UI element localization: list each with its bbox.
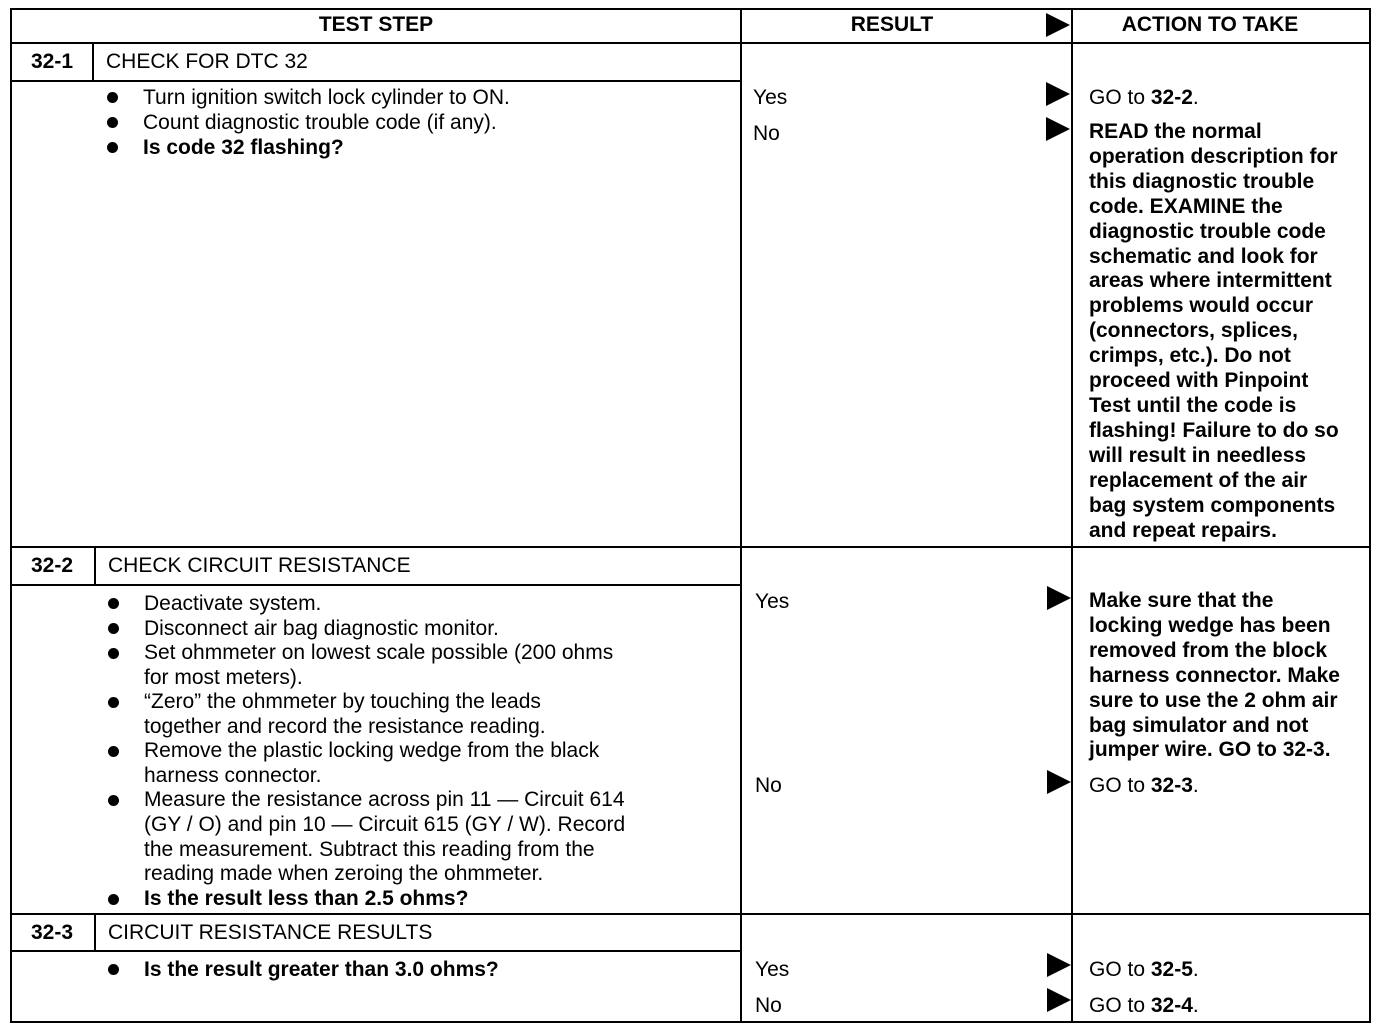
action-line: schematic and look for: [1089, 244, 1318, 268]
bullet-icon: [108, 795, 119, 806]
step-instruction-cont: reading made when zeroing the ohmmeter.: [144, 862, 544, 885]
action-line: this diagnostic trouble: [1089, 169, 1315, 193]
step-instruction-cont: for most meters).: [144, 666, 303, 689]
action-line: crimps, etc.). Do not: [1089, 344, 1291, 368]
action-no: [1089, 773, 1199, 798]
step-instruction: Disconnect air bag diagnostic monitor.: [144, 617, 499, 640]
column-divider-action: [1071, 8, 1073, 1023]
step3-title-box-bottom: [10, 950, 741, 952]
row-divider-2: [10, 913, 1371, 915]
header-test-step: TEST STEP: [318, 13, 434, 36]
step-instruction-cont: the measurement. Subtract this reading from the: [144, 838, 595, 861]
step-instruction-cont: together and record the resistance reading.: [144, 715, 546, 738]
action-suffix: .: [1192, 774, 1199, 797]
result-yes: Yes: [753, 86, 788, 109]
bullet-icon: [108, 894, 119, 905]
action-no: [1089, 120, 1339, 543]
action-line: will result in needless: [1089, 443, 1307, 467]
step-question: Is the result greater than 3.0 ohms?: [144, 958, 499, 981]
step-number: 32-1: [30, 50, 74, 73]
action-line: areas where intermittent: [1089, 269, 1332, 293]
step-instruction-cont: (GY / O) and pin 10 — Circuit 615 (GY / W). Record: [144, 813, 626, 836]
step-title: CHECK FOR DTC 32: [106, 50, 308, 73]
action-line: removed from the block: [1089, 638, 1328, 662]
step-instruction: Count diagnostic trouble code (if any).: [143, 111, 497, 134]
step3-number-divider: [94, 913, 96, 951]
action-prefix: GO to: [1089, 774, 1151, 797]
header-action: ACTION TO TAKE: [1121, 13, 1299, 36]
action-suffix: .: [1192, 86, 1199, 109]
bullet-icon: [108, 746, 119, 757]
action-line: bag simulator and not: [1089, 713, 1309, 737]
header-arrow-icon: [1046, 13, 1070, 37]
action-line: Test until the code is: [1089, 393, 1297, 417]
bullet-icon: [108, 964, 119, 975]
action-line: (connectors, splices,: [1089, 319, 1298, 343]
step-instruction: Deactivate system.: [144, 592, 322, 615]
step2-number-divider: [94, 546, 96, 585]
action-target: 32-4: [1150, 994, 1193, 1017]
row-divider-1: [10, 546, 1371, 548]
action-prefix: GO to: [1089, 994, 1151, 1017]
step-instruction: Measure the resistance across pin 11 — Circuit 614: [144, 788, 625, 811]
step-number: 32-3: [30, 921, 74, 944]
step-instruction: Turn ignition switch lock cylinder to ON.: [143, 86, 510, 109]
header-bottom-rule: [10, 42, 1371, 44]
result-arrow-icon: [1047, 953, 1071, 977]
action-line: diagnostic trouble code: [1089, 219, 1326, 243]
bullet-icon: [108, 623, 119, 634]
action-line: READ the normal: [1089, 120, 1262, 143]
action-line: locking wedge has been: [1089, 613, 1331, 637]
step-instruction-cont: harness connector.: [144, 764, 322, 787]
action-yes: [1089, 589, 1340, 763]
result-no: No: [753, 122, 780, 145]
result-yes: Yes: [755, 590, 790, 613]
action-target: 32-5: [1150, 958, 1193, 981]
action-line: flashing! Failure to do so: [1089, 418, 1339, 442]
result-arrow-icon: [1046, 117, 1070, 141]
action-line: bag system components: [1089, 493, 1336, 517]
step-title: CHECK CIRCUIT RESISTANCE: [108, 554, 411, 577]
action-line: harness connector. Make: [1089, 663, 1340, 687]
action-target: 32-3: [1150, 774, 1193, 797]
action-suffix: .: [1192, 958, 1199, 981]
step1-number-divider: [92, 42, 94, 81]
result-yes: Yes: [755, 958, 790, 981]
step-instruction: “Zero” the ohmmeter by touching the leads: [144, 690, 541, 713]
step-title: CIRCUIT RESISTANCE RESULTS: [108, 921, 433, 944]
table-border-right: [1369, 8, 1371, 1023]
result-arrow-icon: [1047, 586, 1071, 610]
bullet-icon: [107, 92, 118, 103]
action-yes: [1089, 85, 1199, 110]
action-line: code. EXAMINE the: [1089, 194, 1283, 218]
step1-title-box-bottom: [10, 80, 741, 82]
action-prefix: GO to: [1089, 86, 1151, 109]
action-line: problems would occur: [1089, 294, 1314, 318]
table-border-left: [10, 8, 12, 1023]
step-question: Is code 32 flashing?: [143, 136, 344, 159]
action-line: and repeat repairs.: [1089, 518, 1277, 542]
action-target: 32-2: [1150, 86, 1193, 109]
step2-title-box-bottom: [10, 584, 741, 586]
bullet-icon: [107, 142, 118, 153]
action-line: sure to use the 2 ohm air: [1089, 688, 1338, 712]
result-no: No: [755, 994, 782, 1017]
action-line: proceed with Pinpoint: [1089, 369, 1309, 393]
bullet-icon: [108, 648, 119, 659]
step-instruction: Set ohmmeter on lowest scale possible (200 ohms: [144, 641, 614, 664]
action-no: [1089, 993, 1199, 1018]
action-line: Make sure that the: [1089, 589, 1274, 612]
action-line: operation description for: [1089, 144, 1338, 168]
step-number: 32-2: [30, 554, 74, 577]
action-suffix: .: [1192, 994, 1199, 1017]
result-arrow-icon: [1046, 82, 1070, 106]
header-result: RESULT: [850, 13, 934, 36]
action-line: jumper wire. GO to 32-3.: [1089, 738, 1331, 762]
step-question: Is the result less than 2.5 ohms?: [144, 887, 469, 910]
result-arrow-icon: [1047, 770, 1071, 794]
result-no: No: [755, 774, 782, 797]
action-line: replacement of the air: [1089, 468, 1308, 492]
bullet-icon: [108, 697, 119, 708]
table-border-bottom: [10, 1021, 1371, 1023]
action-prefix: GO to: [1089, 958, 1151, 981]
column-divider-result: [740, 8, 742, 1023]
step-instruction: Remove the plastic locking wedge from the black: [144, 739, 600, 762]
result-arrow-icon: [1047, 988, 1071, 1012]
bullet-icon: [108, 598, 119, 609]
action-yes: [1089, 957, 1199, 982]
bullet-icon: [107, 117, 118, 128]
